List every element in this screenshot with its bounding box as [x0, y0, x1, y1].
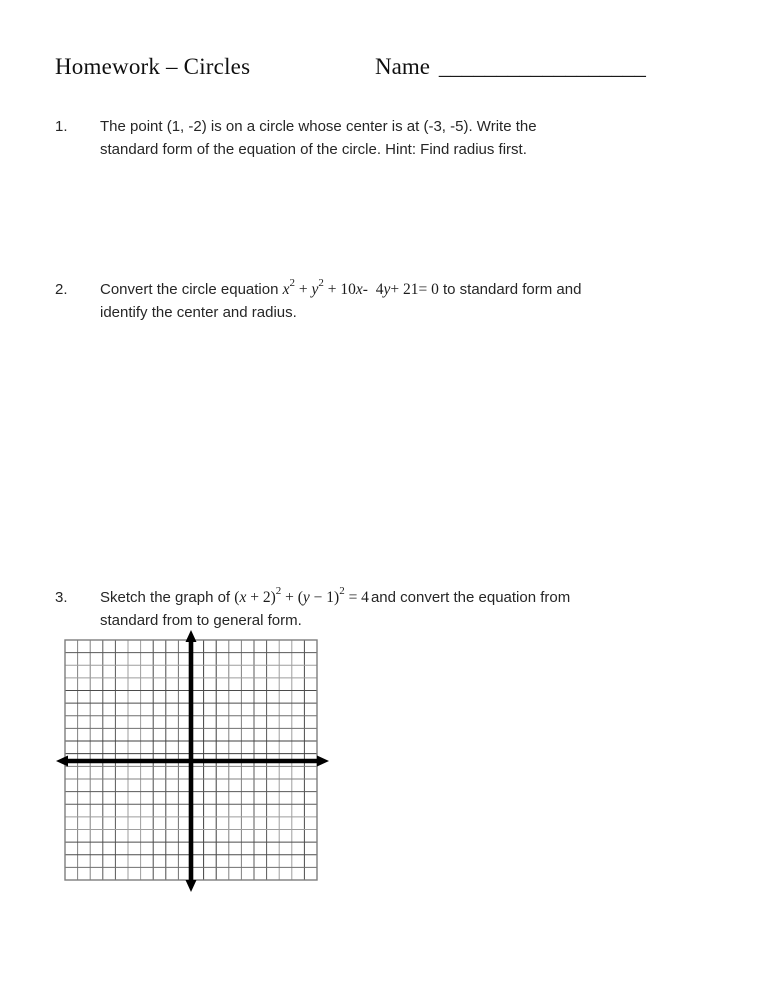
- problem-1-number: 1.: [55, 118, 68, 135]
- problem-1-line-1: The point (1, -2) is on a circle whose center is at (-3, -5). Write the: [100, 118, 537, 135]
- equation-standard-form: $(x + 2)^2 + (y - 1)^2 = 4$: [234, 585, 369, 606]
- page-title: Homework – Circles: [55, 54, 251, 79]
- coordinate-grid-svg: [50, 624, 335, 896]
- equation-general-form: $x^2 + y^2 + 10x-$ 4y+ 21= 0: [282, 277, 439, 298]
- name-field-group: [375, 54, 646, 80]
- problem-2-line-1-post: to standard form and: [438, 281, 582, 298]
- name-blank-line: __________________: [438, 54, 646, 79]
- problem-2-line-2: identify the center and radius.: [100, 303, 297, 321]
- coordinate-grid-figure: [50, 624, 335, 896]
- problem-3-number: 3.: [55, 589, 68, 606]
- problem-3-line-1: [100, 587, 700, 610]
- problem-3-line-1-pre: Sketch the graph of: [100, 589, 235, 606]
- problem-3-line-1-post: and convert the equation from: [370, 589, 571, 606]
- problem-2: [55, 279, 700, 324]
- y-axis-bottom-arrowhead: [186, 880, 197, 892]
- problem-1-line-2: standard form of the equation of the circle. Hint: Find radius first.: [100, 140, 527, 158]
- x-axis-left-arrowhead: [56, 756, 68, 767]
- problem-2-line-1: [100, 279, 700, 302]
- problem-1: [55, 116, 700, 161]
- problem-1-text: [100, 116, 700, 161]
- y-axis-top-arrowhead: [186, 630, 197, 642]
- problem-2-line-1-pre: Convert the circle equation: [100, 281, 283, 298]
- name-label: Name: [375, 54, 430, 79]
- problem-2-number: 2.: [55, 281, 68, 298]
- x-axis-right-arrowhead: [317, 756, 329, 767]
- header-row: [0, 54, 768, 88]
- problem-2-text: [100, 279, 700, 324]
- problem-3-line-2: standard from to general form.: [100, 611, 302, 629]
